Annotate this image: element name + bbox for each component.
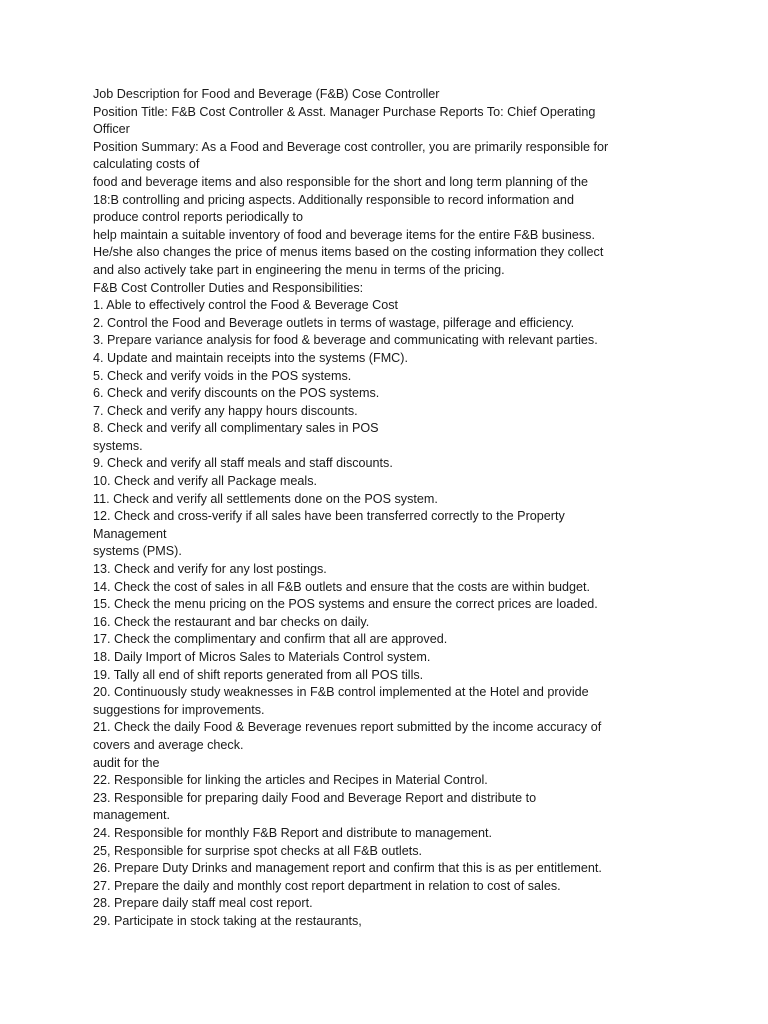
text-line: help maintain a suitable inventory of food and beverage items for the entire F&B business.	[93, 227, 595, 242]
list-item: 26. Prepare Duty Drinks and management report and confirm that this is as per entitlement.	[93, 861, 602, 876]
list-item: 4. Update and maintain receipts into the systems (FMC).	[93, 350, 408, 365]
list-item: 21. Check the daily Food & Beverage revenues report submitted by the income accuracy of	[93, 720, 602, 735]
list-item-continuation: management.	[93, 808, 171, 823]
list-item: 29. Participate in stock taking at the restaurants,	[93, 913, 362, 928]
text-line: Officer	[93, 122, 130, 137]
document-body	[93, 86, 693, 931]
text-line: calculating costs of	[93, 157, 200, 172]
list-item: 15. Check the menu pricing on the POS systems and ensure the correct prices are loaded.	[93, 597, 598, 612]
list-item: 3. Prepare variance analysis for food & beverage and communicating with relevant parties.	[93, 333, 598, 348]
text-line: food and beverage items and also responsible for the short and long term planning of the	[93, 174, 588, 189]
list-item: 23. Responsible for preparing daily Food and Beverage Report and distribute to	[93, 790, 537, 805]
text-line: He/she also changes the price of menus items based on the costing information they collect	[93, 245, 604, 260]
list-item: 6. Check and verify discounts on the POS systems.	[93, 386, 380, 401]
list-item: 25, Responsible for surprise spot checks at all F&B outlets.	[93, 843, 422, 858]
list-item: 16. Check the restaurant and bar checks on daily.	[93, 614, 370, 629]
list-item: 27. Prepare the daily and monthly cost report department in relation to cost of sales.	[93, 878, 561, 893]
list-item: 2. Control the Food and Beverage outlets in terms of wastage, pilferage and efficiency.	[93, 315, 575, 330]
list-item: 13. Check and verify for any lost postings.	[93, 562, 327, 577]
list-item: 14. Check the cost of sales in all F&B outlets and ensure that the costs are within budget.	[93, 579, 591, 594]
text-line: produce control reports periodically to	[93, 210, 304, 225]
position-title-line: Position Title: F&B Cost Controller & Asst. Manager Purchase Reports To: Chief Operating	[93, 104, 596, 119]
list-item: 28. Prepare daily staff meal cost report.	[93, 896, 313, 911]
duties-heading: F&B Cost Controller Duties and Responsibilities:	[93, 280, 364, 295]
list-item: 18. Daily Import of Micros Sales to Materials Control system.	[93, 650, 431, 664]
list-item: 9. Check and verify all staff meals and staff discounts.	[93, 456, 393, 471]
list-item: 19. Tally all end of shift reports generated from all POS tills.	[93, 667, 424, 682]
list-item: 8. Check and verify all complimentary sales in POS	[93, 421, 379, 436]
list-item: 1. Able to effectively control the Food & Beverage Cost	[93, 298, 398, 313]
text-line: and also actively take part in engineering the menu in terms of the pricing.	[93, 262, 505, 277]
list-item-continuation: suggestions for improvements.	[93, 702, 265, 717]
list-item: 10. Check and verify all Package meals.	[93, 474, 318, 489]
list-item: 24. Responsible for monthly F&B Report and distribute to management.	[93, 825, 493, 840]
list-item-continuation: systems (PMS).	[93, 544, 182, 559]
text-line: 18:B controlling and pricing aspects. Additionally responsible to record information and	[93, 192, 574, 207]
list-item-continuation: systems.	[93, 438, 143, 453]
list-item-continuation: Management	[93, 526, 167, 541]
list-item: 22. Responsible for linking the articles and Recipes in Material Control.	[93, 773, 488, 788]
list-item: 17. Check the complimentary and confirm that all are approved.	[93, 632, 448, 647]
document-title: Job Description for Food and Beverage (F&B) Cose Controller	[93, 87, 440, 101]
list-item: 12. Check and cross-verify if all sales have been transferred correctly to the Property	[93, 509, 565, 524]
list-item: 7. Check and verify any happy hours discounts.	[93, 403, 358, 418]
list-item: 11. Check and verify all settlements done on the POS system.	[93, 491, 438, 506]
list-item-continuation: audit for the	[93, 755, 160, 770]
list-item: 20. Continuously study weaknesses in F&B control implemented at the Hotel and provide	[93, 685, 589, 700]
list-item-continuation: covers and average check.	[93, 737, 244, 752]
list-item: 5. Check and verify voids in the POS systems.	[93, 368, 352, 383]
position-summary-line: Position Summary: As a Food and Beverage cost controller, you are primarily responsible for	[93, 139, 609, 154]
